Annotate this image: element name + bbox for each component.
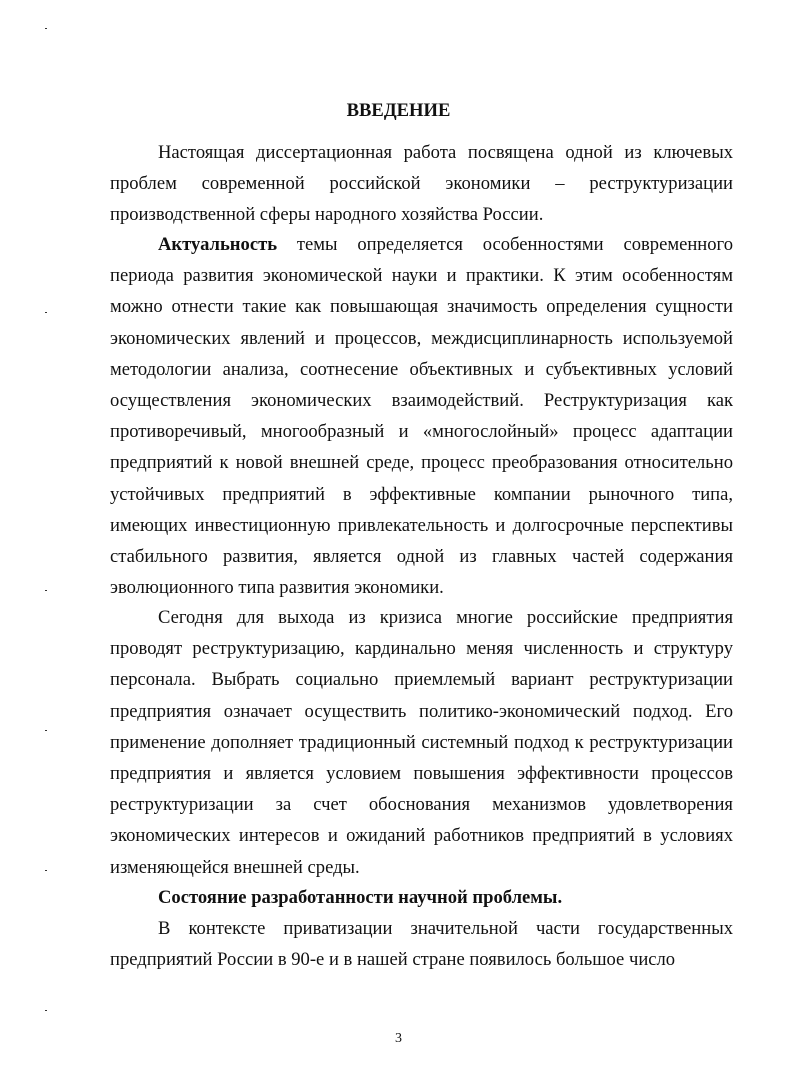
relevance-text: темы определяется особенностями современного периода развития экономической науки и практики. К этим особенностям можно отнести такие как повышающая значимость определения сущности экономических явлений и процессов, междисциплинарность используемой методологии анализа, соотнесение объективных и субъективных условий осуществления экономических взаимодействий. Реструктуризация как противоречивый, многообразный и «многослойный» процесс адаптации предприятий к новой внешней среде, процесс преобразования относительно устойчивых предприятий в эффективные компании рыночного типа, имеющих инвестиционную привлекательность и долгосрочные перспективы стабильного развития, является одной из главных частей содержания эволюционного типа развития экономики. [110, 234, 733, 599]
paragraph-context: В контексте приватизации значительной части государственных предприятий России в 90-е и в нашей стране появилось большое число [110, 918, 733, 971]
page-number: 3 [395, 1031, 402, 1046]
scan-mark [45, 312, 47, 313]
paragraph-today: Сегодня для выхода из кризиса многие российские предприятия проводят реструктуризацию, кардинально меняя численность и структуру персонала. Выбрать социально приемлемый вариант реструктуризации предприятия означает осуществить политико-экономический подход. Его применение дополняет традиционный системный подход к реструктуризации предприятия и является условием повышения эффективности процессов реструктуризации за счет обоснования механизмов удовлетворения экономических интересов и ожиданий работников предприятий в условиях изменяющейся внешней среды. [110, 607, 733, 878]
relevance-lead: Актуальность [158, 234, 278, 255]
page-title: ВВЕДЕНИЕ [346, 100, 451, 121]
scan-mark [45, 590, 47, 591]
paragraph-intro: Настоящая диссертационная работа посвящена одной из ключевых проблем современной российской экономики – реструктуризации производственной сферы народного хозяйства России. [110, 142, 733, 226]
scan-mark [45, 1010, 47, 1011]
scan-mark [45, 28, 47, 29]
section-heading-text: Состояние разработанности научной проблемы. [158, 887, 563, 908]
paragraph-relevance [110, 229, 733, 603]
scan-mark [45, 730, 47, 731]
section-heading [110, 882, 733, 913]
scan-mark [45, 870, 47, 871]
